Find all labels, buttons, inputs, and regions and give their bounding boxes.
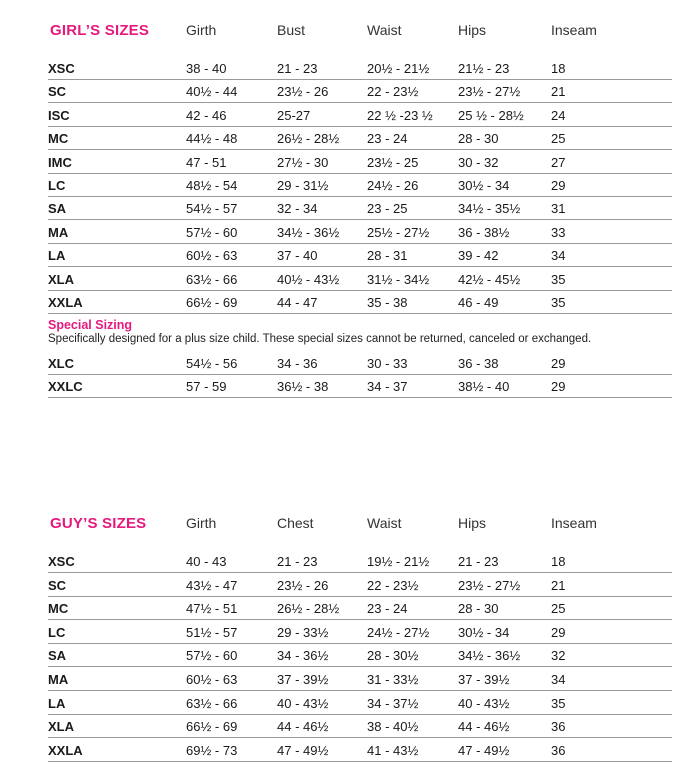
cell-hips: 25 ½ - 28½	[458, 107, 524, 123]
cell-waist: 34 - 37	[367, 379, 408, 394]
cell-inseam: 35	[551, 271, 566, 287]
table-row	[48, 103, 672, 127]
cell-size: MC	[48, 601, 69, 617]
cell-waist: 24½ - 26	[367, 178, 419, 193]
cell-hips: 39 - 42	[458, 248, 499, 264]
cell-waist: 35 - 38	[367, 295, 408, 310]
cell-hips: 38½ - 40	[458, 379, 510, 394]
cell-inseam: 25	[551, 131, 566, 147]
cell-girth: 63½ - 66	[186, 695, 238, 711]
cell-girth: 47 - 51	[186, 154, 227, 170]
cell-waist: 41 - 43½	[367, 742, 419, 758]
cell-inseam: 32	[551, 648, 566, 664]
guys-header-hips: Hips	[458, 515, 487, 531]
cell-hips: 30 - 32	[458, 154, 499, 170]
cell-inseam: 35	[551, 295, 566, 310]
cell-inseam: 36	[551, 719, 566, 735]
cell-girth: 40 - 43	[186, 554, 227, 569]
cell-waist: 31½ - 34½	[367, 271, 430, 287]
cell-waist: 28 - 30½	[367, 648, 419, 664]
girls-header-girth: Girth	[186, 22, 217, 38]
girls-header-bust: Bust	[277, 22, 306, 38]
cell-girth: 60½ - 63	[186, 248, 238, 264]
cell-girth: 44½ - 48	[186, 131, 238, 147]
cell-size: XXLA	[48, 295, 83, 310]
cell-col2: 44 - 47	[277, 295, 318, 310]
cell-size: XSC	[48, 61, 75, 76]
cell-girth: 54½ - 56	[186, 356, 238, 371]
table-row	[48, 667, 672, 691]
cell-hips: 21½ - 23	[458, 61, 510, 76]
table-row	[48, 126, 672, 150]
cell-inseam: 27	[551, 154, 566, 170]
cell-col2: 36½ - 38	[277, 379, 329, 394]
cell-hips: 21 - 23	[458, 554, 499, 569]
cell-girth: 60½ - 63	[186, 672, 238, 687]
cell-size: XLA	[48, 271, 74, 287]
cell-waist: 25½ - 27½	[367, 224, 430, 240]
cell-waist: 31 - 33½	[367, 672, 419, 687]
cell-girth: 38 - 40	[186, 61, 227, 76]
cell-waist: 20½ - 21½	[367, 61, 430, 76]
cell-waist: 30 - 33	[367, 356, 408, 371]
table-row	[48, 150, 672, 174]
cell-inseam: 29	[551, 178, 566, 193]
guys-title: GUY’S SIZES	[50, 515, 147, 532]
cell-col2: 34 - 36	[277, 356, 318, 371]
cell-col2: 40½ - 43½	[277, 271, 340, 287]
girls-header-hips: Hips	[458, 22, 487, 38]
cell-inseam: 29	[551, 624, 566, 640]
cell-size: LC	[48, 624, 66, 640]
special-sizing-note: Specifically designed for a plus size child. These special sizes cannot be returned, canceled or exchanged.	[48, 333, 592, 345]
cell-size: XXLA	[48, 742, 83, 758]
cell-hips: 44 - 46½	[458, 719, 510, 735]
cell-hips: 28 - 30	[458, 131, 499, 147]
table-row	[48, 738, 672, 762]
cell-waist: 22 - 23½	[367, 84, 419, 100]
guys-header-chest: Chest	[277, 515, 314, 531]
cell-inseam: 24	[551, 107, 566, 123]
cell-inseam: 18	[551, 554, 566, 569]
cell-hips: 30½ - 34	[458, 178, 510, 193]
cell-hips: 34½ - 35½	[458, 201, 521, 217]
cell-girth: 66½ - 69	[186, 295, 238, 310]
cell-hips: 46 - 49	[458, 295, 499, 310]
cell-hips: 42½ - 45½	[458, 271, 521, 287]
cell-inseam: 34	[551, 248, 566, 264]
cell-girth: 48½ - 54	[186, 178, 238, 193]
cell-hips: 28 - 30	[458, 601, 499, 617]
cell-waist: 28 - 31	[367, 248, 408, 264]
guys-header-inseam: Inseam	[551, 515, 597, 531]
cell-col2: 26½ - 28½	[277, 601, 340, 617]
cell-girth: 47½ - 51	[186, 601, 238, 617]
cell-waist: 24½ - 27½	[367, 624, 430, 640]
guys-header-girth: Girth	[186, 515, 217, 531]
cell-girth: 43½ - 47	[186, 577, 238, 593]
cell-waist: 23 - 25	[367, 201, 408, 217]
cell-inseam: 34	[551, 672, 566, 687]
cell-hips: 36 - 38	[458, 356, 499, 371]
cell-waist: 23½ - 25	[367, 154, 419, 170]
cell-col2: 21 - 23	[277, 61, 318, 76]
cell-size: MA	[48, 672, 69, 687]
cell-inseam: 36	[551, 742, 566, 758]
cell-girth: 57 - 59	[186, 379, 227, 394]
cell-girth: 54½ - 57	[186, 201, 238, 217]
table-row	[48, 220, 672, 244]
cell-girth: 40½ - 44	[186, 84, 238, 100]
cell-size: SA	[48, 201, 67, 217]
cell-col2: 29 - 31½	[277, 178, 329, 193]
cell-waist: 23 - 24	[367, 601, 408, 617]
table-row	[48, 620, 672, 644]
cell-col2: 44 - 46½	[277, 719, 329, 735]
guys-header-waist: Waist	[367, 515, 402, 531]
cell-size: XLA	[48, 719, 74, 735]
table-row	[48, 374, 672, 398]
cell-size: ISC	[48, 107, 70, 123]
cell-hips: 37 - 39½	[458, 672, 510, 687]
cell-girth: 66½ - 69	[186, 719, 238, 735]
table-row	[48, 549, 672, 573]
table-row	[48, 351, 672, 375]
cell-col2: 47 - 49½	[277, 742, 329, 758]
cell-col2: 37 - 40	[277, 248, 318, 264]
girls-header-inseam: Inseam	[551, 22, 597, 38]
cell-col2: 32 - 34	[277, 201, 318, 217]
cell-col2: 34½ - 36½	[277, 224, 340, 240]
guys-header-row	[0, 515, 700, 545]
cell-size: LA	[48, 248, 66, 264]
cell-hips: 30½ - 34	[458, 624, 510, 640]
cell-inseam: 35	[551, 695, 566, 711]
cell-girth: 69½ - 73	[186, 742, 238, 758]
cell-hips: 47 - 49½	[458, 742, 510, 758]
cell-size: MC	[48, 131, 69, 147]
cell-girth: 57½ - 60	[186, 224, 238, 240]
cell-size: SC	[48, 577, 67, 593]
cell-waist: 38 - 40½	[367, 719, 419, 735]
cell-col2: 23½ - 26	[277, 577, 329, 593]
girls-header-row	[0, 22, 700, 52]
cell-size: XSC	[48, 554, 75, 569]
cell-hips: 23½ - 27½	[458, 84, 521, 100]
girls-header-waist: Waist	[367, 22, 402, 38]
cell-inseam: 29	[551, 379, 566, 394]
cell-col2: 37 - 39½	[277, 672, 329, 687]
cell-waist: 23 - 24	[367, 131, 408, 147]
cell-inseam: 21	[551, 84, 566, 100]
cell-hips: 40 - 43½	[458, 695, 510, 711]
cell-col2: 29 - 33½	[277, 624, 329, 640]
cell-size: XXLC	[48, 379, 83, 394]
table-row	[48, 243, 672, 267]
cell-col2: 21 - 23	[277, 554, 318, 569]
table-row	[48, 267, 672, 291]
table-row	[48, 56, 672, 80]
cell-size: SC	[48, 84, 67, 100]
cell-size: XLC	[48, 356, 74, 371]
cell-waist: 34 - 37½	[367, 695, 419, 711]
cell-size: LC	[48, 178, 66, 193]
cell-size: IMC	[48, 154, 72, 170]
table-row	[48, 596, 672, 620]
cell-col2: 23½ - 26	[277, 84, 329, 100]
cell-inseam: 18	[551, 61, 566, 76]
cell-col2: 25-27	[277, 107, 311, 123]
cell-inseam: 21	[551, 577, 566, 593]
cell-girth: 51½ - 57	[186, 624, 238, 640]
cell-col2: 26½ - 28½	[277, 131, 340, 147]
table-row	[48, 691, 672, 715]
cell-col2: 40 - 43½	[277, 695, 329, 711]
table-row	[48, 714, 672, 738]
cell-size: SA	[48, 648, 67, 664]
cell-col2: 34 - 36½	[277, 648, 329, 664]
cell-hips: 36 - 38½	[458, 224, 510, 240]
cell-girth: 57½ - 60	[186, 648, 238, 664]
table-row	[48, 573, 672, 597]
cell-inseam: 29	[551, 356, 566, 371]
table-row	[48, 643, 672, 667]
cell-inseam: 25	[551, 601, 566, 617]
cell-inseam: 33	[551, 224, 566, 240]
cell-inseam: 31	[551, 201, 566, 217]
cell-hips: 34½ - 36½	[458, 648, 521, 664]
cell-col2: 27½ - 30	[277, 154, 329, 170]
cell-waist: 22 ½ -23 ½	[367, 107, 433, 123]
cell-waist: 22 - 23½	[367, 577, 419, 593]
cell-hips: 23½ - 27½	[458, 577, 521, 593]
table-row	[48, 79, 672, 103]
cell-girth: 63½ - 66	[186, 271, 238, 287]
table-row	[48, 196, 672, 220]
cell-girth: 42 - 46	[186, 107, 227, 123]
table-row	[48, 173, 672, 197]
special-sizing-title: Special Sizing	[48, 318, 133, 332]
girls-title: GIRL’S SIZES	[50, 22, 150, 39]
cell-waist: 19½ - 21½	[367, 554, 430, 569]
cell-size: LA	[48, 695, 66, 711]
cell-size: MA	[48, 224, 69, 240]
table-row	[48, 290, 672, 314]
